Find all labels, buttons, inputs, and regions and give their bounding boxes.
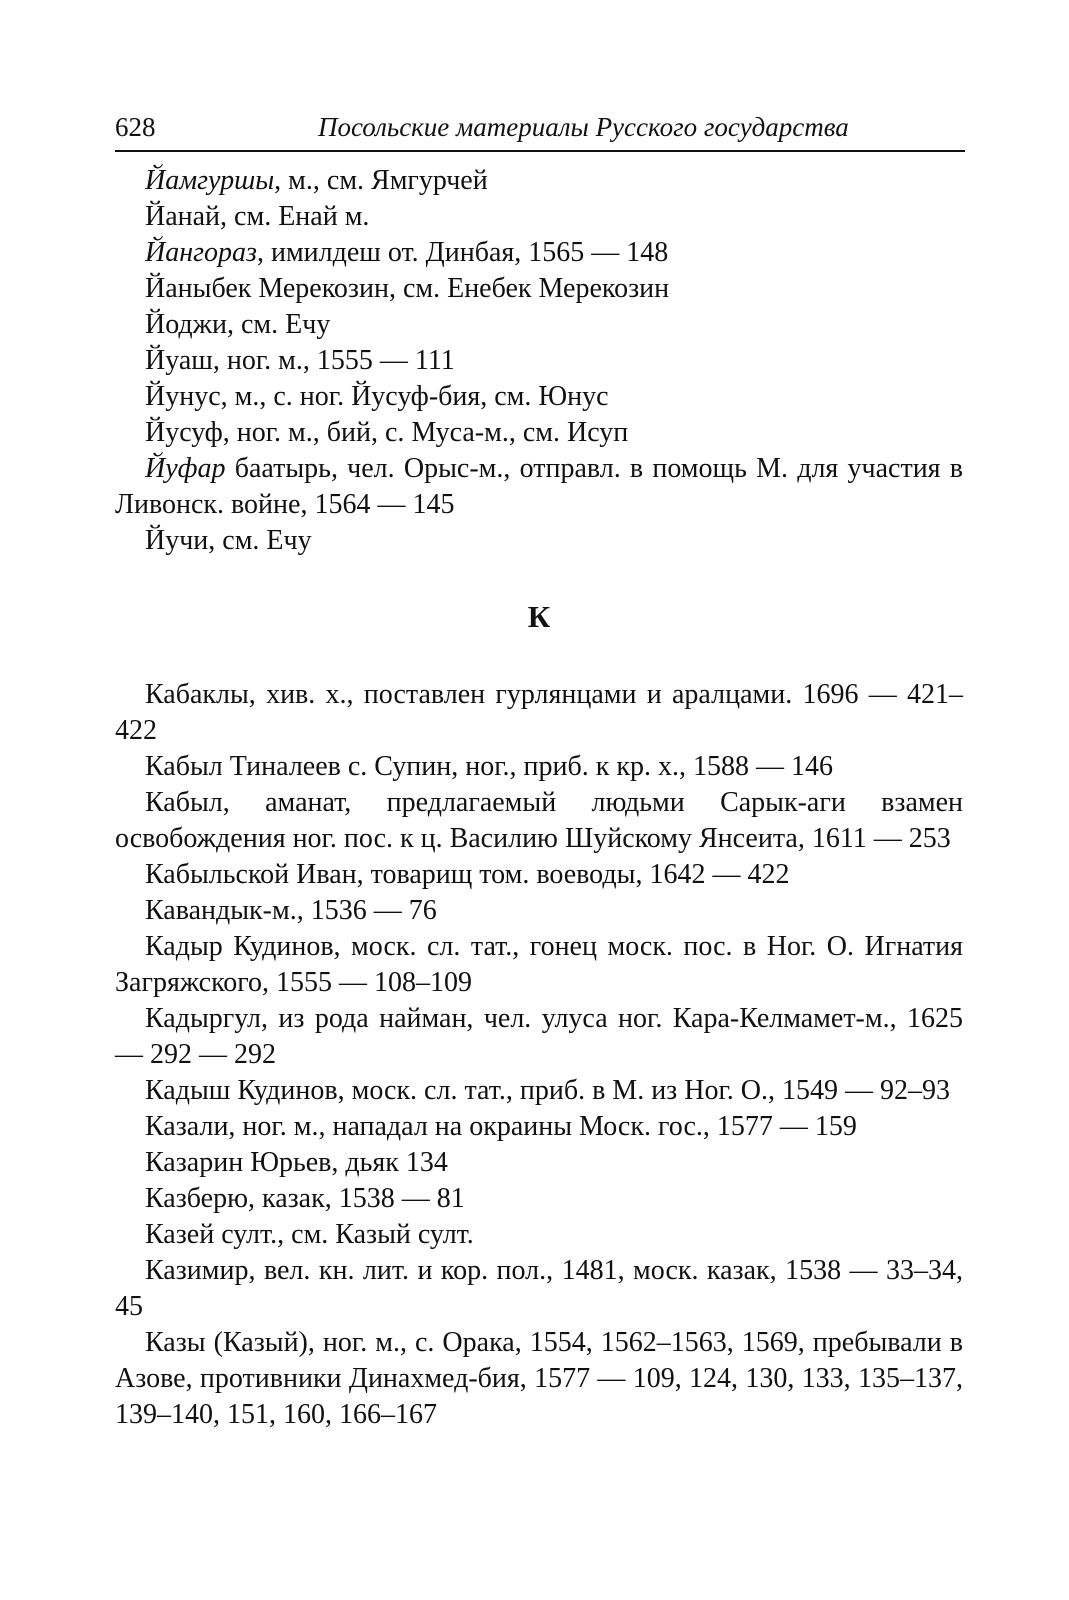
index-entry: Кавандык-м., 1536 — 76 xyxy=(145,895,437,926)
index-entry: Казберю, казак, 1538 — 81 xyxy=(145,1183,465,1214)
index-entry: Кадыргул, из рода найман, чел. улуса ног. Кара-Келмамет-м., 1625 — 292 — 292 xyxy=(115,1003,963,1070)
entry-text: Йуаш, ног. м., 1555 — 111 xyxy=(145,345,455,376)
entry-text: Йаныбек Мерекозин, см. Енебек Мерекозин xyxy=(145,273,670,304)
entry-text: Йунус, м., с. ног. Йусуф-бия, см. Юнус xyxy=(145,381,609,412)
running-title: Посольские материалы Русского государства xyxy=(318,112,849,142)
index-entry xyxy=(115,523,963,559)
index-entry: Кадыр Кудинов, моск. сл. тат., гонец моск. пос. в Ног. О. Игнатия Загряжского, 1555 — 108–109 xyxy=(115,931,963,998)
index-entry: Казимир, вел. кн. лит. и кор. пол., 1481, моск. казак, 1538 — 33–34, 45 xyxy=(115,1255,963,1322)
index-entry: Кабыльской Иван, товарищ том. воеводы, 1642 — 422 xyxy=(145,859,790,890)
index-entry xyxy=(115,163,963,199)
index-entry: Казей султ., см. Казый султ. xyxy=(145,1219,474,1250)
entry-text: Йанай, см. Енай м. xyxy=(145,201,370,232)
index-entry xyxy=(115,343,963,379)
index-entry: Казали, ног. м., нападал на окраины Моск. гос., 1577 — 159 xyxy=(145,1111,857,1142)
index-entry xyxy=(115,235,963,271)
entry-text: Йусуф, ног. м., бий, с. Муса-м., см. Исуп xyxy=(145,417,629,448)
entry-text: , м., см. Ямгурчей xyxy=(274,165,488,196)
index-block-y xyxy=(115,163,963,559)
index-entry xyxy=(115,451,963,523)
index-entry: Кабыл, аманат, предлагаемый людьми Сарык-аги взамен освобождения ног. пос. к ц. Василию Шуйскому Янсеита, 1611 — 253 xyxy=(115,787,963,854)
index-entry xyxy=(115,307,963,343)
entry-text: баатырь, чел. Орыс-м., отправл. в помощь М. для участия в Ливонск. войне, 1564 — 145 xyxy=(115,453,963,520)
entry-text: , имилдеш от. Динбая, 1565 — 148 xyxy=(256,237,669,268)
page-header xyxy=(115,108,965,152)
index-block-k xyxy=(115,677,963,1433)
index-entry: Казы (Казый), ног. м., с. Орака, 1554, 1562–1563, 1569, пребывали в Азове, противники Динахмед-бия, 1577 — 109, 124, 130, 133, 135–137, 139–140, 151, 160, 166–167 xyxy=(115,1327,963,1430)
index-entry xyxy=(115,415,963,451)
entry-term: Йуфар xyxy=(145,453,226,484)
page-number: 628 xyxy=(115,112,156,142)
entry-term: Йангораз xyxy=(145,237,257,268)
section-letter: К xyxy=(527,599,551,634)
entry-text: Йучи, см. Ечу xyxy=(145,525,312,556)
index-content xyxy=(115,163,963,1433)
index-entry xyxy=(115,379,963,415)
index-entry: Кабаклы, хив. х., поставлен гурлянцами и аралцами. 1696 — 421–422 xyxy=(115,679,963,746)
index-entry: Казарин Юрьев, дьяк 134 xyxy=(145,1147,448,1178)
index-entry: Кабыл Тиналеев с. Супин, ног., приб. к кр. х., 1588 — 146 xyxy=(145,751,833,782)
entry-term: Йамгуршы xyxy=(145,165,275,196)
index-entry: Кадыш Кудинов, моск. сл. тат., приб. в М. из Ног. О., 1549 — 92–93 xyxy=(145,1075,950,1106)
entry-text: Йоджи, см. Ечу xyxy=(145,309,331,340)
index-entry xyxy=(115,271,963,307)
index-entry xyxy=(115,199,963,235)
